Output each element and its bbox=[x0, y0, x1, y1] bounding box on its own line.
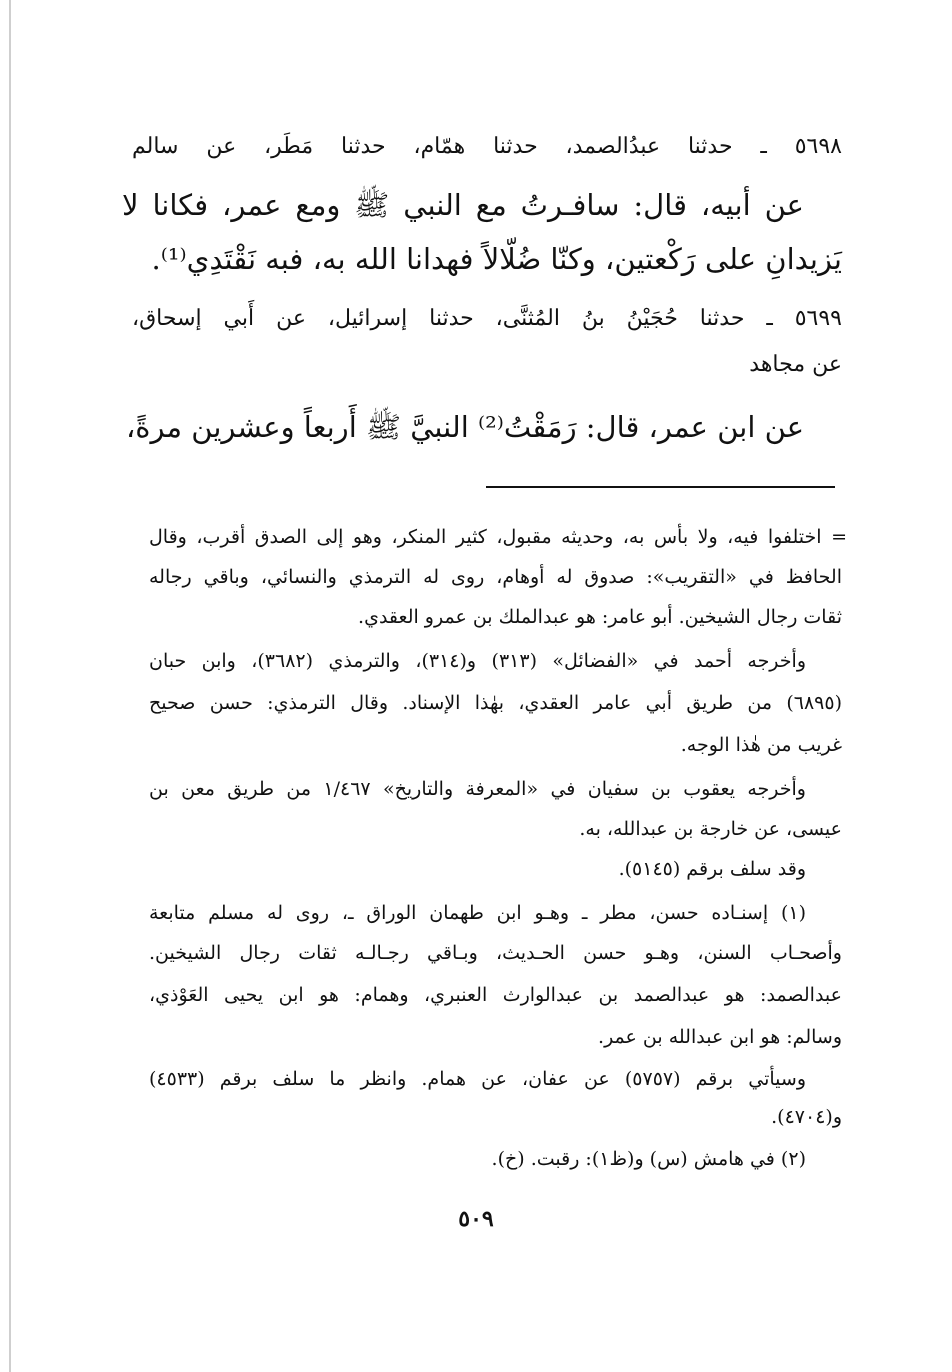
hadith-5699-matn-line-1: عن ابن عمر، قال: رَمَقْتُ⁽²⁾ النبيَّ ﷺ أَربعاً وعشرين مرةً، bbox=[125, 410, 804, 444]
footnote-continuation-line-2: الحافظ في «التقريب»: صدوق له أوهام، روى له الترمذي والنسائي، وباقي رجاله bbox=[149, 566, 842, 588]
footnote-1-line-2: وأصحـاب السنن، وهـو حسن الحـديث، وبـاقي رجـالـه ثقات رجال الشيخين. bbox=[149, 942, 842, 964]
hadith-5698-matn-line-1: عن أبيه، قال: سافـرتُ مع النبي ﷺ ومع عمر، فكانا لا bbox=[122, 188, 804, 222]
footnote-2: (٢) في هامش (س) و(ظ١): رقبت. (خ). bbox=[491, 1148, 806, 1170]
takhrij-2-line-2: عيسى، عن خارجة بن عبدالله، به. bbox=[579, 818, 842, 840]
hadith-5698-isnad-line-1: ٥٦٩٨ ـ حدثنا عبدُالصمد، حدثنا همّام، حدثنا مَطَر، عن سالم bbox=[132, 134, 842, 159]
footnote-continuation-line-3: ثقات رجال الشيخين. أبو عامر: هو عبدالملك بن عمرو العقدي. bbox=[358, 606, 842, 628]
footnote-salaf: وقد سلف برقم (٥١٤٥). bbox=[618, 858, 806, 880]
footnote-separator bbox=[486, 486, 835, 488]
takhrij-1-line-1: وأخرجه أحمد في «الفضائل» (٣١٣) و(٣١٤)، والترمذي (٣٦٨٢)، وابن حبان bbox=[149, 650, 806, 672]
hadith-5698-matn-line-2: يَزيدانِ على رَكْعتين، وكنّا ضُلّالاً فهدانا الله به، فبه نَقْتَدِي⁽¹⁾. bbox=[151, 242, 842, 276]
footnote-1-cont-line-2: و(٤٧٠٤). bbox=[771, 1106, 842, 1128]
takhrij-1-line-2: (٦٨٩٥) من طريق أبي عامر العقدي، بهٰذا الإسناد. وقال الترمذي: حسن صحيح bbox=[149, 692, 842, 714]
takhrij-1-line-3: غريب من هٰذا الوجه. bbox=[680, 734, 842, 756]
hadith-5699-isnad-line-2: عن مجاهد bbox=[749, 352, 842, 377]
footnote-1-line-4: وسالم: هو ابن عبدالله بن عمر. bbox=[598, 1026, 842, 1048]
footnote-1-cont-line-1: وسيأتي برقم (٥٧٥٧) عن عفان، عن همام. وانظر ما سلف برقم (٤٥٣٣) bbox=[149, 1068, 807, 1090]
page-number: ٥٠٩ bbox=[458, 1206, 494, 1232]
footnote-1-line-3: عبدالصمد: هو عبدالصمد بن عبدالوارث العنبري، وهمام: هو ابن يحيى العَوْذي، bbox=[149, 984, 842, 1006]
takhrij-2-line-1: وأخرجه يعقوب بن سفيان في «المعرفة والتاريخ» ١/٤٦٧ من طريق معن بن bbox=[149, 778, 806, 800]
hadith-5699-isnad-line-1: ٥٦٩٩ ـ حدثنا حُجَيْنُ بنُ المُثنَّى، حدثنا إسرائيل، عن أَبي إسحاق، bbox=[132, 306, 842, 331]
footnote-continuation-line-1: = اختلفوا فيه، ولا بأس به، وحديثه مقبول، كثير المنكر، وهو إلى الصدق أقرب، وقال bbox=[149, 526, 847, 548]
footnote-1-line-1: (١) إسنـاده حسن، مطر ـ وهـو ابن طهمان الوراق ـ، روى له مسلم متابعة bbox=[149, 902, 806, 924]
